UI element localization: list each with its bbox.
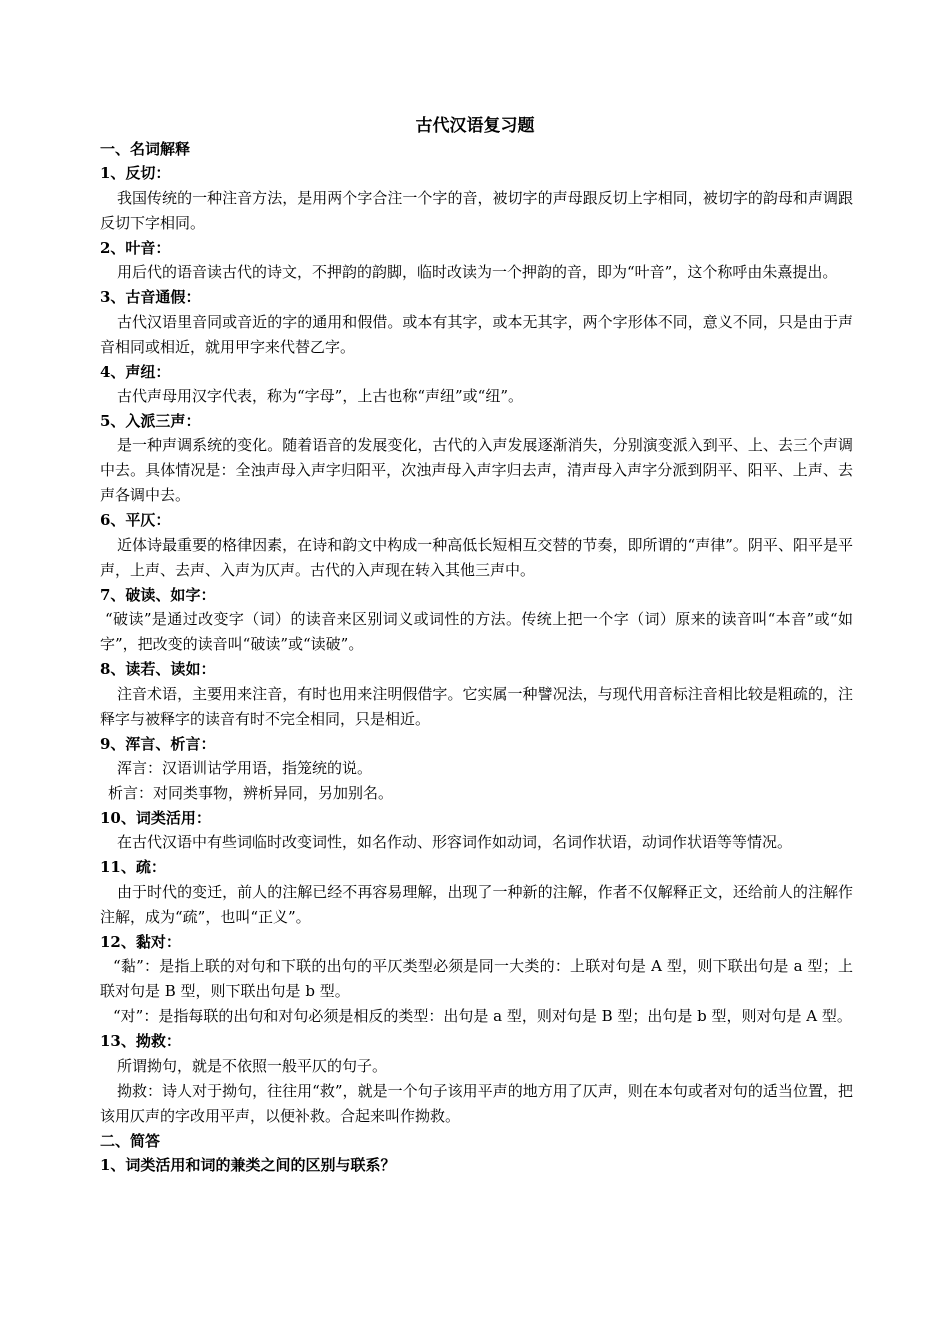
term-heading: 13、拗救： — [100, 1032, 181, 1051]
term-heading: 5、入派三声： — [100, 412, 201, 431]
term-definition: “黏”：是指上联的对句和下联的出句的平仄类型必须是同一大类的：上联对句是 A 型，则下联出句是 a 型；上联对句是 B 型，则下联出句是 b 型。 — [100, 957, 853, 1001]
term-definition: “对”：是指每联的出句和对句必须是相反的类型：出句是 a 型，则对句是 B 型；出句是 b 型，则对句是 A 型。 — [113, 1007, 852, 1026]
document-body — [100, 137, 853, 1178]
term-heading: 11、疏： — [100, 858, 166, 877]
term-definition: 由于时代的变迁，前人的注解已经不再容易理解，出现了一种新的注解，作者不仅解释正文，还给前人的注解作注解，成为“疏”，也叫“正义”。 — [100, 882, 853, 926]
term-definition: 析言：对同类事物，辨析异同，另加别名。 — [108, 784, 394, 803]
term-definition: 是一种声调系统的变化。随着语音的发展变化，古代的入声发展逐渐消失，分别演变派入到平、上、去三个声调中去。具体情况是：全浊声母入声字归阳平，次浊声母入声字归去声，清声母入声字分派到阴平、阳平、上声、去声各调中去。 — [100, 436, 853, 505]
question-heading: 1、词类活用和词的兼类之间的区别与联系？ — [100, 1156, 396, 1175]
term-definition: 浑言：汉语训诂学用语，指笼统的说。 — [117, 759, 373, 778]
term-definition: “破读”是通过改变字（词）的读音来区别词义或词性的方法。传统上把一个字（词）原来的读音叫“本音”或“如字”，把改变的读音叫“破读”或“读破”。 — [100, 610, 853, 654]
term-heading: 1、反切： — [100, 164, 171, 183]
term-heading: 4、声纽： — [100, 362, 171, 381]
section-heading-terms: 一、名词解释 — [100, 140, 191, 158]
term-heading: 6、平仄： — [100, 511, 171, 530]
term-heading: 10、词类活用： — [100, 809, 211, 828]
term-heading: 12、黏对： — [100, 932, 181, 951]
term-definition: 拗救：诗人对于拗句，往往用“救”，就是一个句子该用平声的地方用了仄声，则在本句或者对句的适当位置，把该用仄声的字改用平声，以便补救。合起来叫作拗救。 — [100, 1081, 853, 1125]
term-definition: 我国传统的一种注音方法，是用两个字合注一个字的音，被切字的声母跟反切上字相同，被切字的韵母和声调跟反切下字相同。 — [100, 188, 853, 232]
term-heading: 8、读若、读如： — [100, 660, 216, 679]
term-heading: 2、叶音： — [100, 238, 171, 257]
term-heading: 7、破读、如字： — [100, 585, 216, 604]
term-definition: 所谓拗句，就是不依照一般平仄的句子。 — [117, 1056, 388, 1075]
term-heading: 9、浑言、析言： — [100, 734, 216, 753]
section-heading-short-answer: 二、简答 — [100, 1131, 161, 1150]
page-title: 古代汉语复习题 — [415, 116, 535, 136]
term-definition: 古代汉语里音同或音近的字的通用和假借。或本有其字，或本无其字，两个字形体不同，意义不同，只是由于声音相同或相近，就用甲字来代替乙字。 — [100, 312, 853, 356]
term-definition: 古代声母用汉字代表，称为“字母”，上古也称“声纽”或“纽”。 — [117, 387, 524, 406]
term-definition: 用后代的语音读古代的诗文，不押韵的韵脚，临时改读为一个押韵的音，即为“叶音”，这个称呼由朱熹提出。 — [117, 263, 838, 282]
term-definition: 注音术语，主要用来注音，有时也用来注明假借字。它实属一种譬况法，与现代用音标注音相比较是粗疏的，注释字与被释字的读音有时不完全相同，只是相近。 — [100, 684, 853, 728]
term-definition: 近体诗最重要的格律因素，在诗和韵文中构成一种高低长短相互交替的节奏，即所谓的“声律”。阴平、阳平是平声，上声、去声、入声为仄声。古代的入声现在转入其他三声中。 — [100, 535, 853, 579]
term-definition: 在古代汉语中有些词临时改变词性，如名作动、形容词作如动词，名词作状语，动词作状语等等情况。 — [117, 833, 793, 852]
term-heading: 3、古音通假： — [100, 288, 201, 307]
